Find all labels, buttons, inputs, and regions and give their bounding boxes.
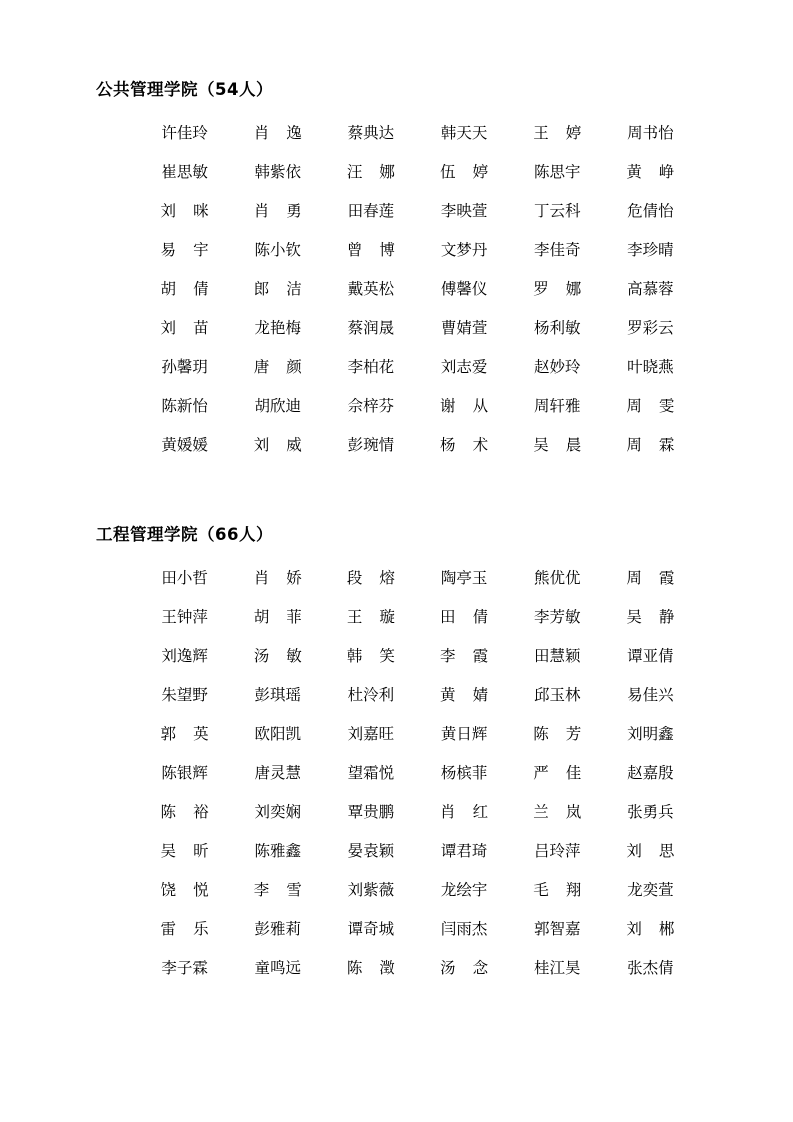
name-cell bbox=[138, 637, 231, 676]
name-text: 陈思宇 bbox=[533, 163, 581, 181]
name-cell bbox=[511, 426, 604, 465]
name-cell bbox=[604, 598, 697, 637]
name-text: 彭雅莉 bbox=[254, 920, 301, 938]
name-cell bbox=[417, 192, 510, 231]
name-cell bbox=[417, 637, 510, 676]
name-cell bbox=[231, 793, 324, 832]
name-cell bbox=[138, 309, 231, 348]
name-cell bbox=[324, 910, 417, 949]
name-text: 黄日辉 bbox=[440, 725, 488, 743]
name-text: 刘威 bbox=[253, 436, 302, 454]
name-text: 刘郴 bbox=[626, 920, 675, 938]
name-text: 谭君琦 bbox=[440, 842, 488, 860]
name-cell bbox=[417, 949, 510, 988]
name-text: 佘梓芬 bbox=[347, 397, 395, 415]
name-text: 肖红 bbox=[440, 803, 489, 821]
name-text: 吕玲萍 bbox=[533, 842, 581, 860]
name-cell bbox=[511, 192, 604, 231]
name-text: 刘苗 bbox=[160, 319, 209, 337]
name-cell bbox=[231, 153, 324, 192]
name-cell bbox=[138, 754, 231, 793]
name-text: 陈银辉 bbox=[161, 764, 208, 782]
name-text: 汤念 bbox=[440, 959, 489, 977]
name-text: 张勇兵 bbox=[627, 803, 674, 821]
name-text: 杜泠利 bbox=[347, 686, 395, 704]
name-cell bbox=[511, 114, 604, 153]
name-cell bbox=[138, 270, 231, 309]
name-text: 望霜悦 bbox=[347, 764, 395, 782]
name-cell bbox=[324, 348, 417, 387]
name-text: 陈新怡 bbox=[161, 397, 208, 415]
name-grid bbox=[96, 559, 697, 988]
name-text: 田慧颖 bbox=[533, 647, 581, 665]
name-text: 戴英松 bbox=[347, 280, 395, 298]
name-text: 杨利敏 bbox=[533, 319, 581, 337]
name-text: 张杰倩 bbox=[627, 959, 674, 977]
name-cell bbox=[324, 309, 417, 348]
name-text: 周轩雅 bbox=[533, 397, 581, 415]
name-cell bbox=[324, 559, 417, 598]
name-cell bbox=[604, 871, 697, 910]
name-text: 许佳玲 bbox=[161, 124, 208, 142]
name-text: 李芳敏 bbox=[533, 608, 581, 626]
name-cell bbox=[231, 231, 324, 270]
name-text: 杨术 bbox=[440, 436, 489, 454]
name-text: 刘嘉旺 bbox=[347, 725, 395, 743]
name-cell bbox=[604, 387, 697, 426]
name-cell bbox=[138, 715, 231, 754]
name-text: 王婷 bbox=[533, 124, 582, 142]
name-cell bbox=[324, 598, 417, 637]
name-cell bbox=[604, 270, 697, 309]
name-text: 蔡典达 bbox=[347, 124, 395, 142]
name-cell bbox=[138, 832, 231, 871]
name-cell bbox=[231, 348, 324, 387]
name-text: 肖逸 bbox=[253, 124, 302, 142]
name-cell bbox=[324, 949, 417, 988]
name-cell bbox=[604, 715, 697, 754]
name-cell bbox=[231, 387, 324, 426]
name-text: 郎洁 bbox=[253, 280, 302, 298]
name-text: 欧阳凯 bbox=[254, 725, 301, 743]
name-text: 严佳 bbox=[533, 764, 582, 782]
name-text: 李雪 bbox=[253, 881, 302, 899]
section-public-administration bbox=[96, 76, 697, 465]
name-cell bbox=[138, 387, 231, 426]
name-cell bbox=[324, 153, 417, 192]
name-text: 周雯 bbox=[626, 397, 675, 415]
name-cell bbox=[511, 348, 604, 387]
name-cell bbox=[231, 192, 324, 231]
name-cell bbox=[604, 676, 697, 715]
name-cell bbox=[231, 309, 324, 348]
name-text: 晏袁颖 bbox=[347, 842, 395, 860]
name-cell bbox=[138, 153, 231, 192]
name-cell bbox=[231, 270, 324, 309]
name-text: 田春莲 bbox=[347, 202, 395, 220]
name-cell bbox=[604, 348, 697, 387]
name-cell bbox=[138, 871, 231, 910]
name-grid bbox=[96, 114, 697, 465]
name-cell bbox=[417, 559, 510, 598]
name-text: 覃贵鹏 bbox=[347, 803, 395, 821]
name-cell bbox=[417, 793, 510, 832]
name-text: 郭英 bbox=[160, 725, 209, 743]
name-cell bbox=[138, 910, 231, 949]
name-text: 叶晓燕 bbox=[627, 358, 674, 376]
name-cell bbox=[324, 676, 417, 715]
name-text: 曾博 bbox=[346, 241, 395, 259]
name-text: 陈裕 bbox=[160, 803, 209, 821]
name-text: 李佳奇 bbox=[533, 241, 581, 259]
name-cell bbox=[511, 231, 604, 270]
name-cell bbox=[604, 754, 697, 793]
name-text: 邱玉林 bbox=[533, 686, 581, 704]
name-text: 崔思敏 bbox=[161, 163, 208, 181]
name-text: 谢从 bbox=[440, 397, 489, 415]
name-text: 文梦丹 bbox=[440, 241, 488, 259]
name-cell bbox=[231, 637, 324, 676]
name-cell bbox=[604, 426, 697, 465]
name-text: 王钟萍 bbox=[161, 608, 208, 626]
name-text: 兰岚 bbox=[533, 803, 582, 821]
name-cell bbox=[231, 114, 324, 153]
name-cell bbox=[511, 832, 604, 871]
name-text: 田倩 bbox=[440, 608, 489, 626]
name-text: 童鸣远 bbox=[254, 959, 301, 977]
name-cell bbox=[324, 715, 417, 754]
name-text: 罗彩云 bbox=[627, 319, 674, 337]
name-text: 谭亚倩 bbox=[627, 647, 674, 665]
name-cell bbox=[417, 309, 510, 348]
name-text: 曹婧萱 bbox=[440, 319, 488, 337]
name-text: 杨槟菲 bbox=[440, 764, 488, 782]
name-cell bbox=[138, 348, 231, 387]
name-cell bbox=[324, 231, 417, 270]
name-cell bbox=[138, 192, 231, 231]
name-cell bbox=[324, 114, 417, 153]
name-text: 龙绘宇 bbox=[440, 881, 488, 899]
name-text: 汪娜 bbox=[346, 163, 395, 181]
name-cell bbox=[231, 426, 324, 465]
name-text: 刘逸辉 bbox=[161, 647, 208, 665]
name-cell bbox=[138, 231, 231, 270]
name-text: 彭琪瑶 bbox=[254, 686, 301, 704]
section-engineering-management bbox=[96, 521, 697, 988]
name-text: 陈小钦 bbox=[254, 241, 301, 259]
name-cell bbox=[511, 598, 604, 637]
name-text: 高慕蓉 bbox=[627, 280, 674, 298]
name-text: 刘奕娴 bbox=[254, 803, 301, 821]
name-cell bbox=[511, 559, 604, 598]
name-text: 刘咪 bbox=[160, 202, 209, 220]
name-cell bbox=[417, 387, 510, 426]
name-cell bbox=[604, 114, 697, 153]
name-cell bbox=[138, 114, 231, 153]
name-text: 饶悦 bbox=[160, 881, 209, 899]
name-text: 段熔 bbox=[346, 569, 395, 587]
name-text: 丁云科 bbox=[533, 202, 581, 220]
name-cell bbox=[138, 793, 231, 832]
name-cell bbox=[417, 598, 510, 637]
name-cell bbox=[604, 832, 697, 871]
name-cell bbox=[138, 949, 231, 988]
name-cell bbox=[511, 910, 604, 949]
name-text: 刘思 bbox=[626, 842, 675, 860]
name-text: 田小哲 bbox=[161, 569, 208, 587]
name-cell bbox=[417, 426, 510, 465]
name-text: 陈芳 bbox=[533, 725, 582, 743]
section-title: 公共管理学院（54人） bbox=[96, 80, 273, 99]
name-text: 赵嘉殷 bbox=[627, 764, 674, 782]
name-cell bbox=[604, 192, 697, 231]
name-text: 谭奇城 bbox=[347, 920, 395, 938]
name-cell bbox=[417, 676, 510, 715]
name-text: 吴静 bbox=[626, 608, 675, 626]
name-cell bbox=[231, 559, 324, 598]
name-cell bbox=[417, 832, 510, 871]
name-cell bbox=[324, 871, 417, 910]
name-text: 彭琬情 bbox=[347, 436, 395, 454]
name-cell bbox=[231, 949, 324, 988]
name-text: 罗娜 bbox=[533, 280, 582, 298]
name-text: 唐颜 bbox=[253, 358, 302, 376]
name-text: 唐灵慧 bbox=[254, 764, 301, 782]
name-text: 汤敏 bbox=[253, 647, 302, 665]
name-text: 危倩怡 bbox=[627, 202, 674, 220]
name-cell bbox=[511, 270, 604, 309]
name-text: 周霖 bbox=[626, 436, 675, 454]
name-cell bbox=[324, 793, 417, 832]
name-cell bbox=[324, 426, 417, 465]
name-text: 李子霖 bbox=[161, 959, 208, 977]
name-cell bbox=[231, 832, 324, 871]
name-cell bbox=[511, 754, 604, 793]
name-cell bbox=[231, 910, 324, 949]
name-text: 肖娇 bbox=[253, 569, 302, 587]
name-text: 龙艳梅 bbox=[254, 319, 301, 337]
name-cell bbox=[511, 871, 604, 910]
name-cell bbox=[604, 637, 697, 676]
name-cell bbox=[511, 387, 604, 426]
name-cell bbox=[324, 387, 417, 426]
name-text: 肖勇 bbox=[253, 202, 302, 220]
name-cell bbox=[417, 910, 510, 949]
name-text: 闫雨杰 bbox=[440, 920, 488, 938]
name-cell bbox=[511, 793, 604, 832]
name-text: 李珍晴 bbox=[627, 241, 674, 259]
name-text: 黄婧 bbox=[440, 686, 489, 704]
name-text: 李柏花 bbox=[347, 358, 395, 376]
name-cell bbox=[511, 153, 604, 192]
name-text: 周霞 bbox=[626, 569, 675, 587]
name-text: 朱望野 bbox=[161, 686, 208, 704]
name-text: 毛翔 bbox=[533, 881, 582, 899]
name-cell bbox=[324, 192, 417, 231]
name-text: 李霞 bbox=[440, 647, 489, 665]
name-text: 胡菲 bbox=[253, 608, 302, 626]
name-cell bbox=[231, 754, 324, 793]
name-cell bbox=[417, 871, 510, 910]
name-text: 吴昕 bbox=[160, 842, 209, 860]
name-text: 韩天天 bbox=[440, 124, 488, 142]
name-cell bbox=[231, 871, 324, 910]
name-cell bbox=[324, 754, 417, 793]
name-text: 李映萱 bbox=[440, 202, 488, 220]
name-text: 胡欣迪 bbox=[254, 397, 301, 415]
name-text: 龙奕萱 bbox=[627, 881, 674, 899]
name-cell bbox=[138, 559, 231, 598]
name-cell bbox=[231, 598, 324, 637]
name-cell bbox=[511, 715, 604, 754]
name-cell bbox=[604, 309, 697, 348]
name-text: 陶亭玉 bbox=[440, 569, 488, 587]
name-cell bbox=[138, 598, 231, 637]
name-cell bbox=[417, 114, 510, 153]
name-text: 赵妙玲 bbox=[533, 358, 581, 376]
name-cell bbox=[511, 949, 604, 988]
name-text: 易宇 bbox=[160, 241, 209, 259]
name-cell bbox=[604, 153, 697, 192]
name-cell bbox=[417, 153, 510, 192]
name-text: 胡倩 bbox=[160, 280, 209, 298]
section-title: 工程管理学院（66人） bbox=[96, 525, 273, 544]
name-text: 陈雅鑫 bbox=[254, 842, 301, 860]
name-text: 桂江昊 bbox=[533, 959, 581, 977]
name-text: 黄峥 bbox=[626, 163, 675, 181]
name-cell bbox=[417, 231, 510, 270]
name-text: 刘志爱 bbox=[440, 358, 488, 376]
name-cell bbox=[511, 309, 604, 348]
name-cell bbox=[138, 426, 231, 465]
name-cell bbox=[604, 949, 697, 988]
name-text: 熊优优 bbox=[533, 569, 581, 587]
name-cell bbox=[138, 676, 231, 715]
name-text: 刘紫薇 bbox=[347, 881, 395, 899]
name-text: 吴晨 bbox=[533, 436, 582, 454]
name-cell bbox=[231, 676, 324, 715]
name-cell bbox=[417, 270, 510, 309]
name-cell bbox=[511, 676, 604, 715]
name-cell bbox=[417, 348, 510, 387]
name-text: 韩紫依 bbox=[254, 163, 301, 181]
name-text: 伍婷 bbox=[440, 163, 489, 181]
name-text: 雷乐 bbox=[160, 920, 209, 938]
name-text: 刘明鑫 bbox=[627, 725, 674, 743]
name-text: 韩笑 bbox=[346, 647, 395, 665]
name-cell bbox=[324, 270, 417, 309]
name-text: 易佳兴 bbox=[627, 686, 674, 704]
name-text: 黄媛媛 bbox=[161, 436, 208, 454]
name-cell bbox=[604, 910, 697, 949]
name-cell bbox=[324, 832, 417, 871]
name-cell bbox=[231, 715, 324, 754]
name-cell bbox=[417, 754, 510, 793]
name-cell bbox=[604, 231, 697, 270]
name-text: 周书怡 bbox=[627, 124, 674, 142]
name-cell bbox=[511, 637, 604, 676]
name-cell bbox=[604, 793, 697, 832]
name-text: 郭智嘉 bbox=[533, 920, 581, 938]
name-text: 蔡润晟 bbox=[347, 319, 395, 337]
name-cell bbox=[324, 637, 417, 676]
name-text: 王璇 bbox=[346, 608, 395, 626]
name-text: 傅馨仪 bbox=[440, 280, 488, 298]
name-text: 孙馨玥 bbox=[161, 358, 208, 376]
name-cell bbox=[604, 559, 697, 598]
name-cell bbox=[417, 715, 510, 754]
name-text: 陈澂 bbox=[346, 959, 395, 977]
